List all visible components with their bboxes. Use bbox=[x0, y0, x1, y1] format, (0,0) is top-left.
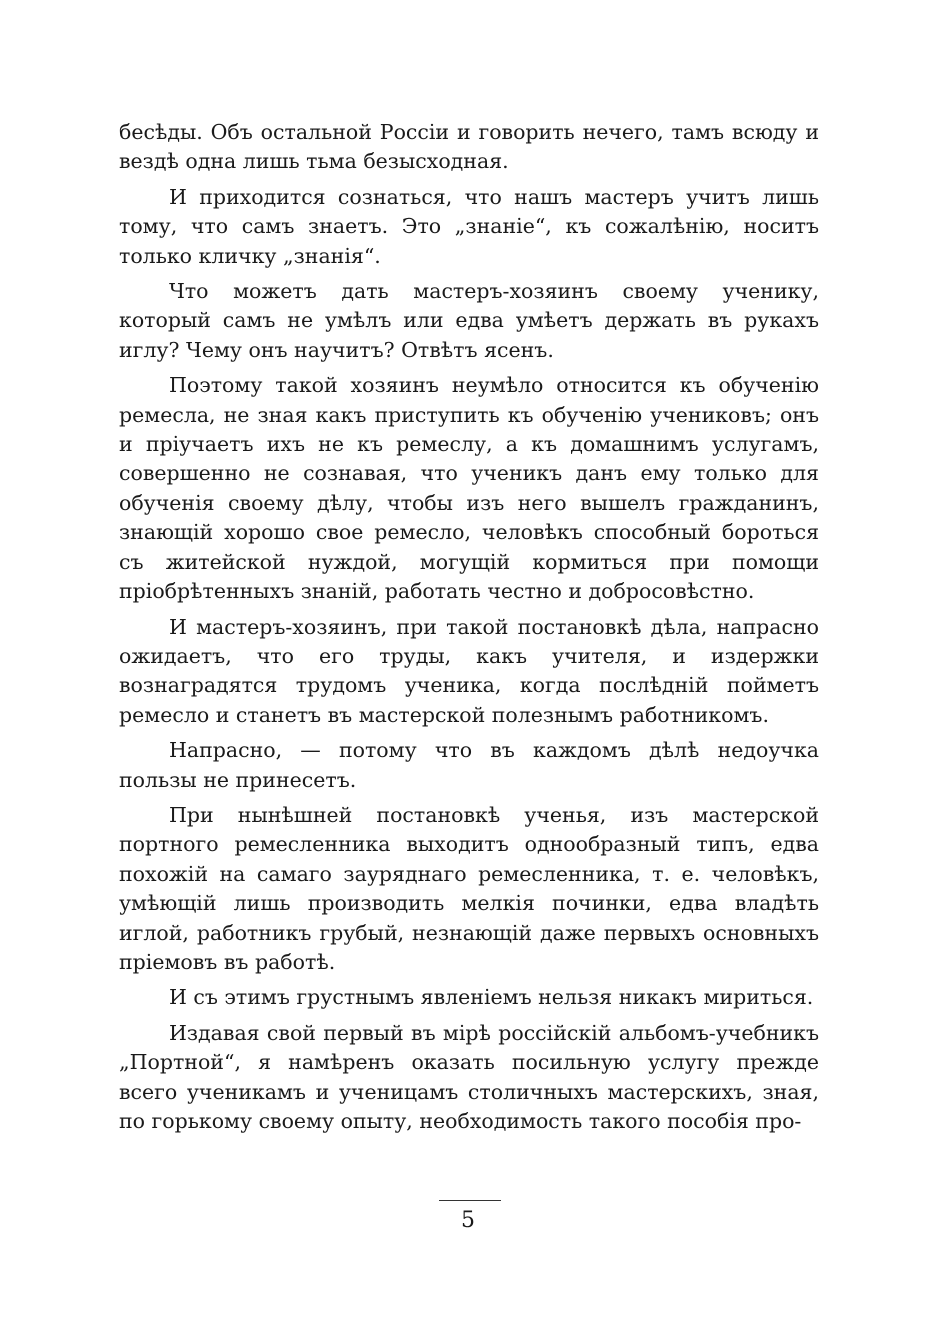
page-number: 5 bbox=[461, 1208, 475, 1233]
paragraph-6: Напрасно, — потому что въ каждомъ дѣлѣ недоучка пользы не принесетъ. bbox=[119, 738, 819, 792]
paragraph-9: Издавая свой первый въ мірѣ россійскій альбомъ-учебникъ „Портной“, я намѣренъ оказать посильную услугу прежде всего ученикамъ и ученицамъ столичныхъ мастерскихъ, зная, по горькому своему опыту, необходимость такого пособія про- bbox=[119, 1020, 819, 1133]
paragraph-5: И мастеръ-хозяинъ, при такой постановкѣ дѣла, напрасно ожидаетъ, что его труды, какъ учителя, и издержки вознаградятся трудомъ ученика, когда послѣдній пойметъ ремесло и станетъ въ мастерской полезнымъ работникомъ. bbox=[119, 614, 819, 727]
paragraph-4: Поэтому такой хозяинъ неумѣло относится къ обученію ремесла, не зная какъ приступить къ обученію учениковъ; онъ и пріучаетъ ихъ не къ ремеслу, а къ домашнимъ услугамъ, совершенно не сознавая, что ученикъ данъ ему только для обученія своему дѣлу, чтобы изъ него вышелъ гражданинъ, знающій хорошо свое ремесло, человѣкъ способный бороться съ житейской нуждой, могущій кормиться при помощи пріобрѣтенныхъ знаній, работать честно и добросовѣстно. bbox=[119, 373, 819, 604]
body-text bbox=[119, 118, 819, 1142]
paragraph-2: И приходится сознаться, что нашъ мастеръ учитъ лишь тому, что самъ знаетъ. Это „знаніе“, къ сожалѣнію, носитъ только кличку „знанія“. bbox=[119, 184, 819, 268]
paragraph-1: бесѣды. Объ остальной Россіи и говорить нечего, тамъ всюду и вездѣ одна лишь тьма безысходная. bbox=[119, 120, 819, 174]
footer-divider bbox=[439, 1200, 501, 1201]
paragraph-7: При нынѣшней постановкѣ ученья, изъ мастерской портного ремесленника выходитъ однообразный типъ, едва похожій на самаго зауряднаго ремесленника, т. е. человѣкъ, умѣющій лишь производить мелкія починки, едва владѣть иглой, работникъ грубый, незнающій даже первыхъ основныхъ пріемовъ въ работѣ. bbox=[119, 802, 819, 974]
paragraph-8: И съ этимъ грустнымъ явленіемъ нельзя никакъ мириться. bbox=[169, 985, 814, 1010]
paragraph-3: Что можетъ дать мастеръ-хозяинъ своему ученику, который самъ не умѣлъ или едва умѣетъ держать въ рукахъ иглу? Чему онъ научитъ? Отвѣтъ ясенъ. bbox=[119, 279, 819, 362]
